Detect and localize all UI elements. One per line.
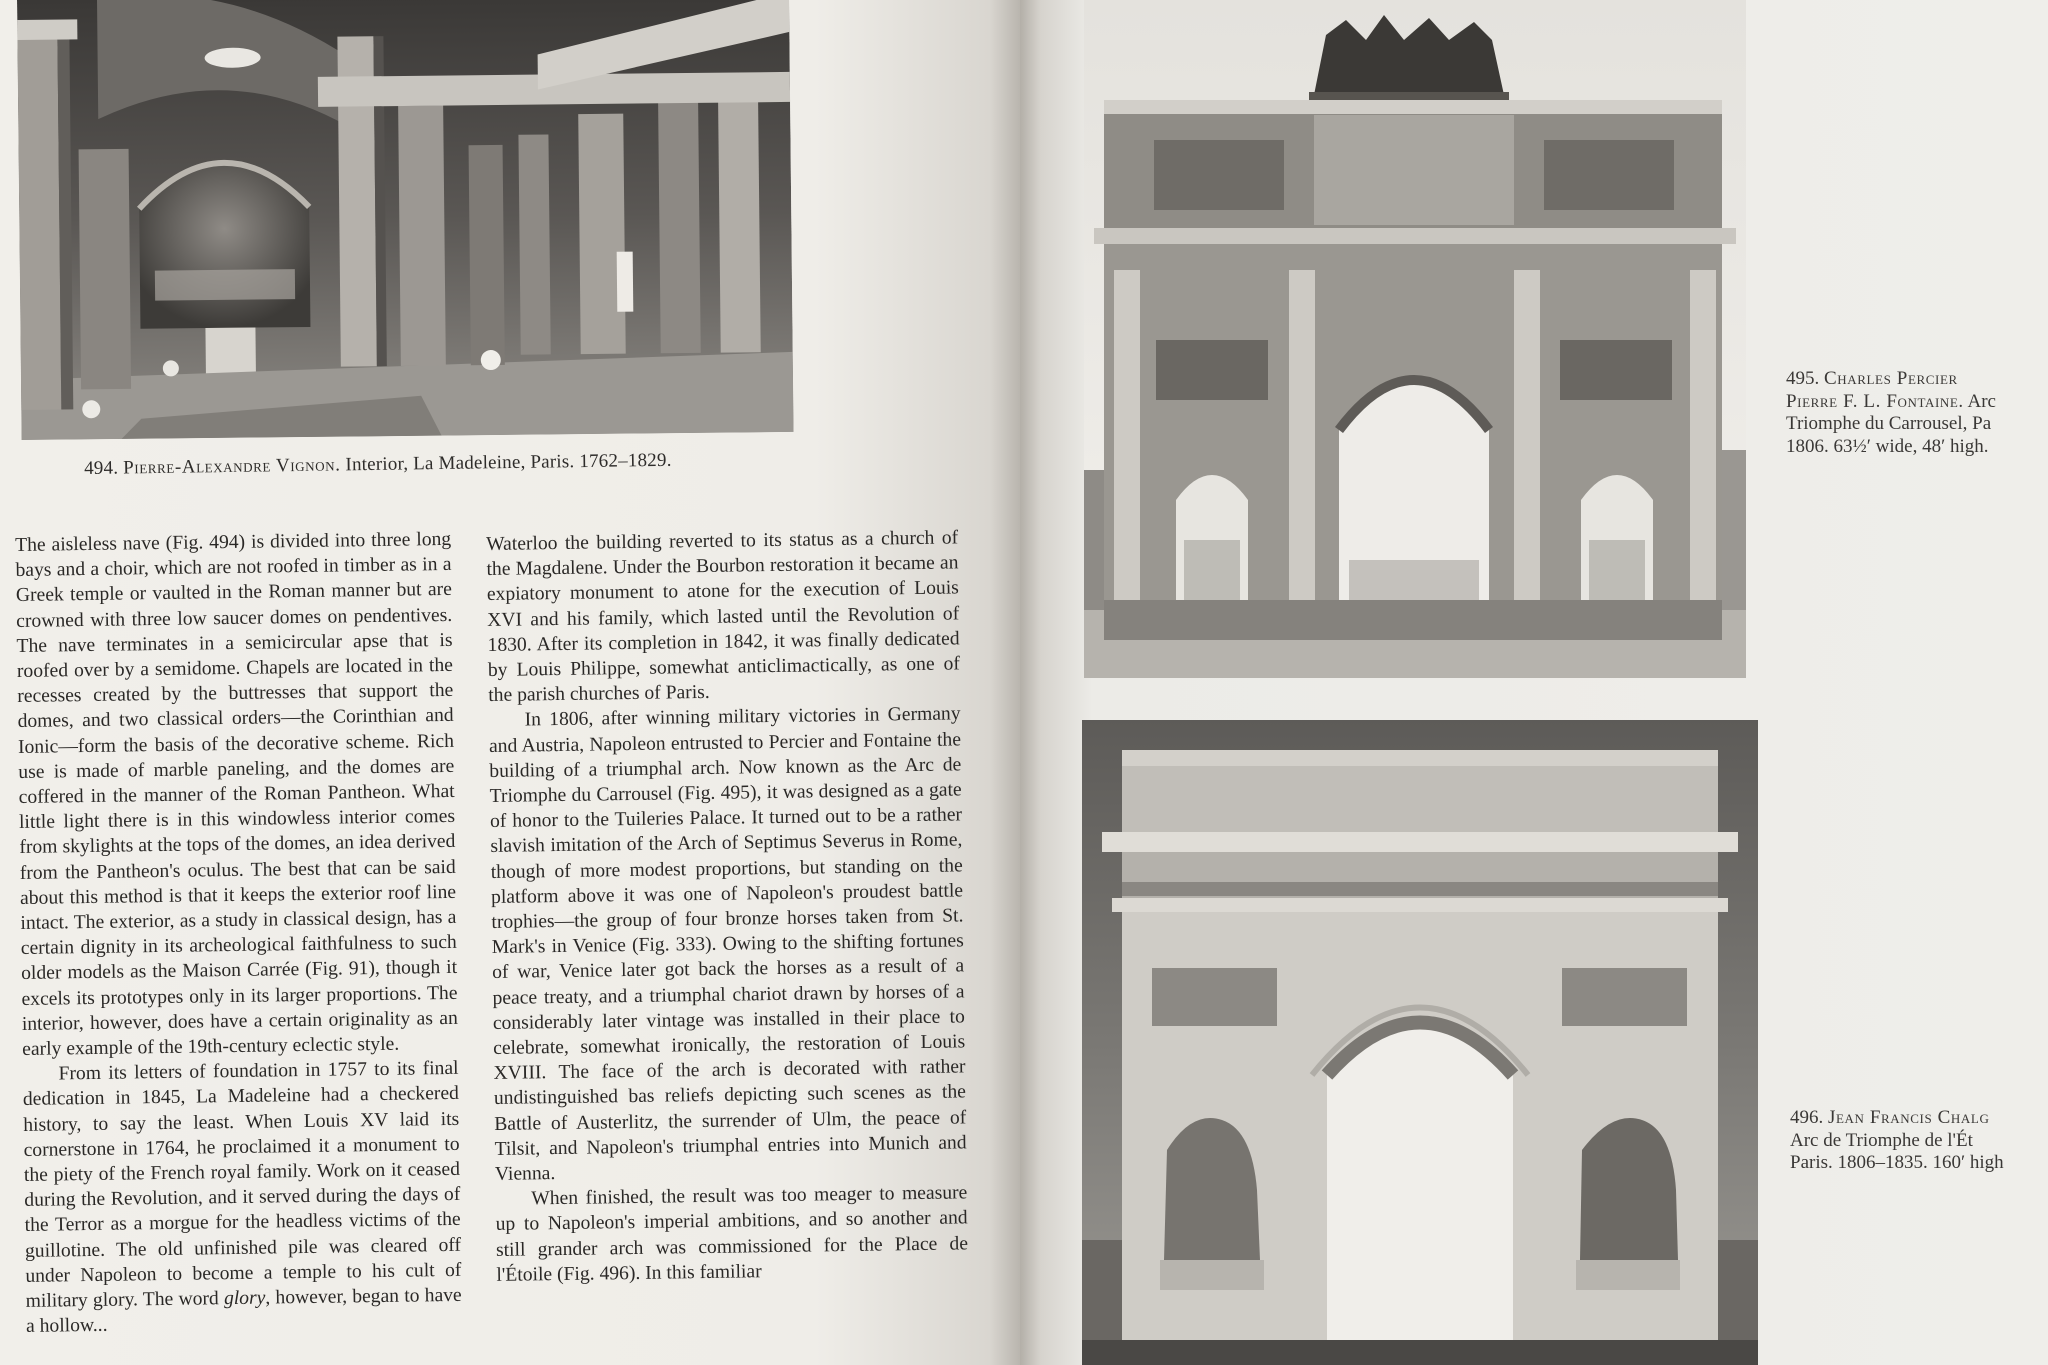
figure-496-caption	[1790, 1107, 2004, 1175]
figure-494-number: 494.	[84, 457, 119, 479]
column1-paragraph-2-tail-start: word	[178, 1288, 225, 1310]
figure-496-line-2: Arc de Triomphe de l'Ét	[1790, 1129, 1973, 1151]
figure-496-artist: Jean Francis Chalg	[1828, 1107, 1990, 1128]
figure-496-line-1	[1790, 1107, 2004, 1130]
column2-paragraph-2: In 1806, after winning military victories in Germany and Austria, Napoleon entrusted to Percier and Fontaine the building of a triumphal arch. Now known as the Arc de Triomphe du Carrousel (Fig. 495), it was designed as a gate of honor to the Tuileries Palace. It turned out to be a rather slavish imitation of the Arch of Septimus Severus in Rome, though of more modest proportions, but standing on the platform above it was one of Napoleon's proudest battle trophies—the group of four bronze horses taken from St. Mark's in Venice (Fig. 333). Owing to the shifting fortunes of war, Venice later got back the horses as a result of a peace treaty, and a triumphal chariot drawn by horses of a considerably later vintage was installed in their place to celebrate, somewhat ironically, the restoration of Louis XVIII. The face of the arch is decorated with rather undistinguished bas reliefs depicting such scenes as the Battle of Austerlitz, the surrender of Ulm, the peace of Tilsit, and Napoleon's triumphal entries into Munich and Vienna.	[488, 703, 967, 1186]
figure-495-artist-2: Pierre F. L. Fontaine.	[1786, 390, 1964, 412]
column2-paragraph-3: When finished, the result was too meager to measure up to Napoleon's imperial ambitions, and so another and still grander arch was commissioned for the Place de l'Étoile (Fig. 496). In this familiar	[495, 1182, 969, 1286]
figure-495-artist-1: Charles Percier	[1824, 368, 1958, 389]
figure-494-artist: Pierre-Alexandre Vignon.	[123, 454, 341, 479]
text-column-1	[15, 527, 462, 1340]
figure-495-line-2	[1786, 391, 1996, 414]
figure-495-caption	[1786, 368, 1996, 458]
figure-496-line-3: Paris. 1806–1835. 160′ high	[1790, 1152, 2004, 1173]
column1-paragraph-2	[22, 1056, 462, 1339]
column1-paragraph-1: The aisleless nave (Fig. 494) is divided into three long bays and a choir, which are not roofed in timber as in a Greek temple or vaulted in the Roman manner but are crowned with three low saucer domes on pendentives. The nave terminates in a semicircular apse that is roofed over by a semidome. Chapels are located in the recesses created by the buttresses that support the domes, and two classical orders—the Corinthian and Ionic—form the basis of the decorative scheme. Rich use is made of marble paneling, and the domes are coffered in the manner of the Roman Pantheon. What little light there is in this windowless interior comes from skylights at the tops of the domes, an idea derived from the Pantheon's oculus. The best that can be said about this method is that it keeps the exterior roof line intact. The exterior, as a study in classical design, has a certain dignity in its archeological faithfulness to such older models as the Maison Carrée (Fig. 91), though it excels its prototypes only in its larger proportions. The interior, however, does have a certain originality as an early example of the 19th-century eclectic style.	[15, 528, 458, 1061]
figure-495-line-4: 1806. 63½′ wide, 48′ high.	[1786, 435, 1989, 457]
figure-494-title: Interior, La Madeleine, Paris. 1762–1829.	[345, 449, 672, 476]
arc-de-triomphe-photo	[1082, 720, 1758, 1365]
figure-495-line-3: Triomphe du Carrousel, Pa	[1786, 413, 1992, 434]
la-madeleine-interior-photo	[17, 0, 794, 440]
text-column-2	[486, 525, 969, 1288]
figure-494-caption	[84, 450, 672, 480]
column1-paragraph-2-body: From its letters of foundation in 1757 to its final dedication in 1845, La Madeleine had a checkered history, to say the least. When Louis XV laid its cornerstone in 1764, he proclaimed it a monument to the piety of the French royal family. Work on it ceased during the Revolution, and it served during the days of the Terror as a morgue for the headless victims of the guillotine. The old unfinished pile was cleared off under Napoleon to become a temple to his cult of military glory. The	[22, 1058, 462, 1313]
figure-495-line-1	[1786, 368, 1996, 391]
arc-du-carrousel-photo	[1084, 0, 1746, 678]
right-page	[1020, 0, 2048, 1365]
figure-495-title-start: Arc	[1967, 390, 1996, 412]
left-page	[0, 0, 1020, 1365]
column1-paragraph-2-tail-italic: glory	[223, 1287, 266, 1310]
figure-496-number: 496.	[1790, 1107, 1824, 1128]
column1-paragraph-2-tail-end: , however, began to have a hollow...	[25, 1284, 462, 1338]
column2-paragraph-1: Waterloo the building reverted to its status as a church of the Magdalene. Under the Bourbon restoration it became an expiatory monument to atone for the execution of Louis XVI and his family, which lasted until the Revolution of 1830. After its completion in 1842, it was finally dedicated by Louis Philippe, somewhat anticlimactically, as one of the parish churches of Paris.	[486, 527, 961, 707]
figure-495-number: 495.	[1786, 368, 1820, 389]
